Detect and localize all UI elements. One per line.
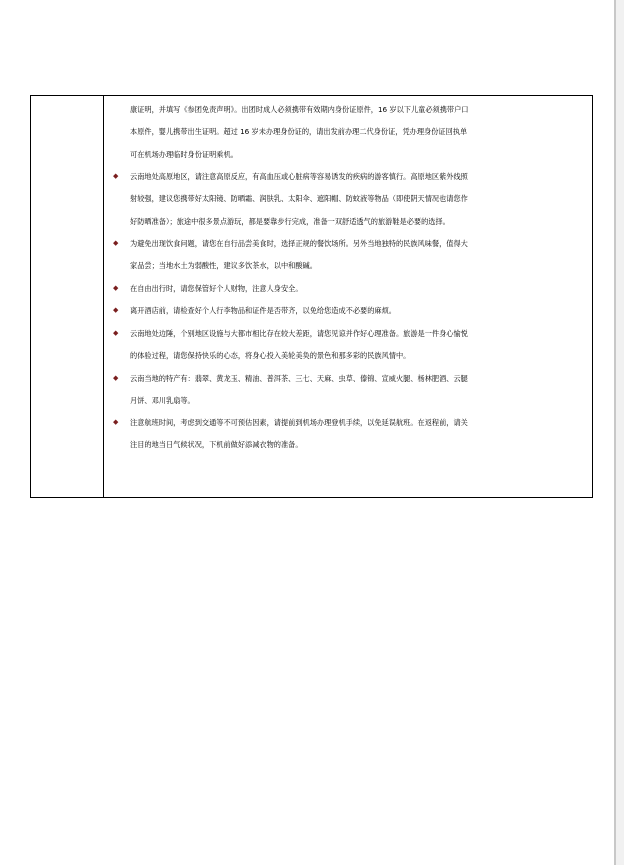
note-line-1: 康证明，并填写《参团免责声明》。出团时成人必须携带有效期内身份证原件，16 岁以下儿童必须携带户口 xyxy=(130,105,469,114)
table-label-cell xyxy=(31,96,104,497)
bullet-diamond-icon: ◆ xyxy=(113,284,119,292)
note-line-10: 离开酒店前，请检查好个人行李物品和证件是否带齐，以免给您造成不必要的麻烦。 xyxy=(130,306,396,315)
page-edge xyxy=(614,0,624,865)
note-line-7: 为避免出现饮食问题，请您在自行品尝美食时，选择正规的餐饮场所。另外当地独特的民族风味餐，值得大 xyxy=(130,239,468,248)
bullet-diamond-icon: ◆ xyxy=(113,418,119,426)
bullet-diamond-icon: ◆ xyxy=(113,239,119,247)
bullet-diamond-icon: ◆ xyxy=(113,172,119,180)
note-line-5: 射较强，建议您携带好太阳镜、防晒霜、润肤乳、太阳伞、遮阳帽、防蚊液等物品（即使阴天情况也请您作 xyxy=(130,194,468,203)
notes-table xyxy=(30,95,593,498)
note-line-12: 的体验过程，请您保持快乐的心态，将身心投入美轮美奂的景色和那多彩的民族风情中。 xyxy=(130,351,411,360)
note-line-14: 月饼、邓川乳扇等。 xyxy=(130,396,195,405)
note-line-4: 云南地处高原地区，请注意高原反应，有高血压或心脏病等容易诱发的疾病的游客慎行。高原地区紫外线照 xyxy=(130,172,468,181)
note-line-9: 在自由出行时，请您保管好个人财物，注意人身安全。 xyxy=(130,284,303,293)
note-line-2: 本原件，婴儿携带出生证明。超过 16 岁未办理身份证的，请出发前办理二代身份证，凭办理身份证回执单 xyxy=(130,127,468,136)
note-line-16: 注目的地当日气候状况，下机前做好添减衣物的准备。 xyxy=(130,440,303,449)
bullet-diamond-icon: ◆ xyxy=(113,374,119,382)
note-line-3: 可在机场办理临时身份证明乘机。 xyxy=(130,150,238,159)
bullet-diamond-icon: ◆ xyxy=(113,306,119,314)
note-line-8: 家品尝；当地水土为弱酸性，建议多饮茶水，以中和酸碱。 xyxy=(130,261,317,270)
note-line-13: 云南当地的特产有：翡翠、黄龙玉、精油、普洱茶、三七、天麻、虫草、傣锦、宣威火腿、杨林肥酒、云腿 xyxy=(130,374,468,383)
notes-content-cell xyxy=(104,96,592,497)
note-line-11: 云南地处边陲，个别地区设施与大都市相比存在较大差距，请您见谅并作好心理准备。旅游是一件身心愉悦 xyxy=(130,329,468,338)
note-line-15: 注意航班时间，考虑到交通等不可预估因素，请提前到机场办理登机手续，以免延误航班。在返程前，请关 xyxy=(130,418,468,427)
note-line-6: 好防晒准备）；旅途中很多景点游玩，都是要靠步行完成，准备一双舒适透气的旅游鞋是必要的选择。 xyxy=(130,217,450,226)
bullet-diamond-icon: ◆ xyxy=(113,329,119,337)
